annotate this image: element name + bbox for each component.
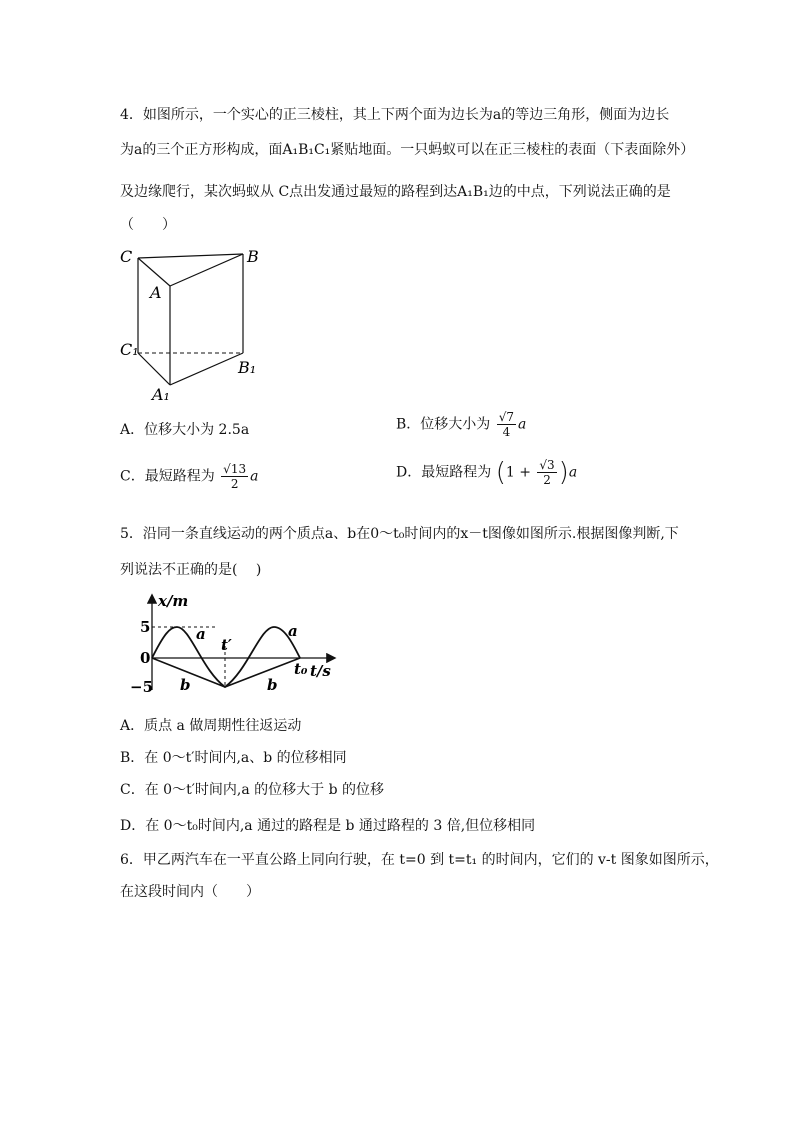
curve-b bbox=[152, 658, 300, 687]
q4-option-c-numerator: √13 bbox=[223, 462, 247, 476]
left-paren: ( bbox=[495, 457, 506, 488]
prism-figure bbox=[112, 240, 272, 410]
right-paren: ) bbox=[558, 457, 569, 488]
q4-line-3: 及边缘爬行，某次蚂蚁从 C点出发通过最短的路程到达A₁B₁边的中点，下列说法正确的是 bbox=[120, 184, 671, 200]
curve-b-label-1: b bbox=[180, 676, 191, 694]
q4-option-b-fraction bbox=[497, 410, 516, 439]
y-axis-label: x/m bbox=[158, 592, 189, 610]
q4-option-b bbox=[396, 410, 526, 439]
label-B: B bbox=[247, 247, 259, 266]
q6-line-1: 6．甲乙两汽车在一平直公路上同向行驶，在 t=0 到 t=t₁ 的时间内，它们的 v-t 图象如图所示， bbox=[120, 852, 719, 868]
label-C: C bbox=[120, 247, 133, 266]
q4-line-1: 4．如图所示，一个实心的正三棱柱，其上下两个面为边长为a的等边三角形，侧面为边长 bbox=[120, 107, 670, 123]
q4-option-a: A．位移大小为 2.5a bbox=[120, 422, 250, 438]
q6-line-2: 在这段时间内（ ） bbox=[120, 884, 260, 900]
q4-option-d-var: a bbox=[568, 464, 578, 481]
q5-option-b: B．在 0～t′时间内,a、b 的位移相同 bbox=[120, 750, 347, 766]
y-tick-0: 0 bbox=[140, 649, 151, 667]
curve-b-label-2: b bbox=[267, 676, 278, 694]
q4-option-b-numerator: √7 bbox=[498, 410, 515, 424]
q4-option-c-prefix: C．最短路程为 bbox=[120, 468, 215, 485]
q5-option-d: D．在 0～t₀时间内,a 通过的路程是 b 通过路程的 3 倍,但位移相同 bbox=[120, 818, 536, 834]
curve-a-label-1: a bbox=[196, 625, 206, 643]
q4-option-d bbox=[396, 458, 577, 487]
q4-option-d-denominator: 2 bbox=[543, 473, 551, 487]
q4-option-b-prefix: B．位移大小为 bbox=[396, 416, 491, 433]
label-A1: A₁ bbox=[152, 385, 170, 404]
y-tick-neg5: −5 bbox=[130, 678, 154, 696]
x-axis-label: t/s bbox=[310, 662, 331, 680]
xt-graph bbox=[112, 590, 352, 705]
q4-line-2: 为a的三个正方形构成，面A₁B₁C₁紧贴地面。一只蚂蚁可以在正三棱柱的表面（下表面除外） bbox=[120, 142, 695, 158]
q4-option-d-one: 1 + bbox=[505, 464, 531, 481]
q4-option-b-var: a bbox=[518, 416, 527, 433]
label-A: A bbox=[150, 283, 162, 302]
q5-option-a: A．质点 a 做周期性往返运动 bbox=[120, 718, 302, 734]
y-tick-5: 5 bbox=[140, 618, 151, 636]
label-B1: B₁ bbox=[238, 358, 257, 377]
q5-line-2: 列说法不正确的是( ) bbox=[120, 562, 262, 578]
q4-option-d-prefix: D．最短路程为 bbox=[396, 464, 492, 481]
q4-option-c-var: a bbox=[250, 468, 259, 485]
q4-option-c bbox=[120, 462, 258, 491]
label-C1: C₁ bbox=[120, 340, 139, 359]
q4-line-4: （ ） bbox=[120, 217, 176, 233]
q4-option-c-denominator: 2 bbox=[230, 477, 239, 491]
curve-a-label-2: a bbox=[288, 622, 298, 640]
q4-option-d-fraction bbox=[537, 458, 556, 487]
q4-option-d-numerator: √3 bbox=[539, 458, 555, 472]
q4-option-b-denominator: 4 bbox=[502, 425, 511, 439]
q5-line-1: 5．沿同一条直线运动的两个质点a、b在0～t₀时间内的x－t图像如图所示.根据图像判断,下 bbox=[120, 526, 679, 542]
tprime-label: t′ bbox=[221, 636, 232, 654]
q5-option-c: C．在 0～t′时间内,a 的位移大于 b 的位移 bbox=[120, 782, 384, 798]
q4-option-c-fraction bbox=[221, 462, 248, 491]
t0-label: t₀ bbox=[294, 660, 308, 678]
